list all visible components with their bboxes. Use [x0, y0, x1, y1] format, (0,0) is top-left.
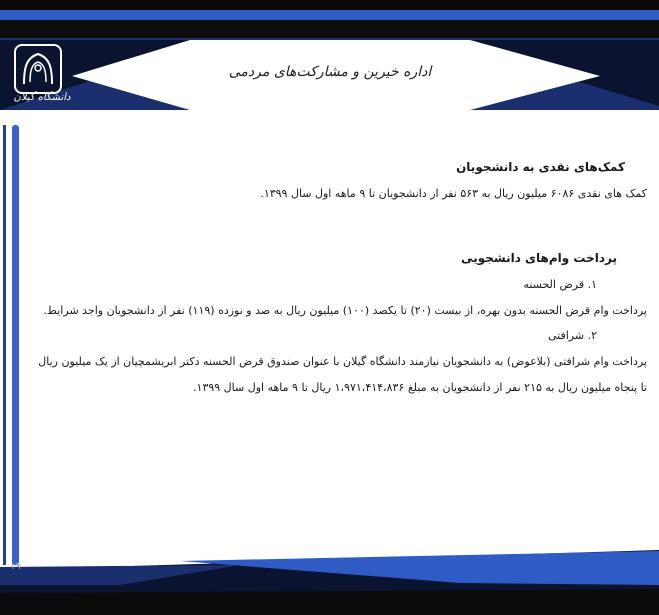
- footer-banner: [0, 545, 659, 615]
- logo-text: دانشگاه گیلان: [13, 92, 71, 103]
- logo-emblem: [14, 44, 62, 94]
- document-body: [27, 150, 647, 395]
- header-banner: [0, 0, 659, 115]
- left-rail-outer: [3, 125, 6, 565]
- footer-background: [0, 545, 659, 615]
- loan-item2-line1: پرداخت وام شرافتی (بلاعوض) به دانشجویان نیازمند دانشگاه گیلان با عنوان صندوق قرض الحسنه دکتر ابریشمچیان از یک میلیون ریال: [38, 355, 647, 368]
- loans-heading: پرداخت وام‌های دانشجویی: [461, 250, 617, 265]
- logo-emblem-graphic: [16, 46, 60, 92]
- loan-item2-line2: تا پنجاه میلیون ریال به ۲۱۵ نفر از دانشجویان به مبلغ ۱،۹۷۱،۴۱۴،۸۳۶ ریال تا ۹ ماهه اول سال ۱۳۹۹.: [193, 380, 647, 394]
- loan-item1-title: ۱. قرض الحسنه: [523, 277, 597, 291]
- banner-title: اداره خیرین و مشارکت‌های مردمی: [228, 64, 432, 80]
- cash-aid-text: کمک های نقدی ۶۰۸۶ میلیون ریال به ۵۶۳ نفر از دانشجویان تا ۹ ماهه اول سال ۱۳۹۹.: [260, 187, 647, 200]
- university-logo: [10, 42, 71, 108]
- page-number: ۱۹: [10, 561, 21, 572]
- cash-aid-heading: کمک‌های نقدی به دانشجویان: [456, 160, 625, 174]
- loan-item1-text: پرداخت وام قرض الحسنه بدون بهره، از بیست (۲۰) تا یکصد (۱۰۰) میلیون ریال به صد و نوزده (۱۱۹) نفر از دانشجویان واجد شرایط.: [43, 303, 647, 317]
- left-rail-inner: [12, 125, 19, 565]
- header-background: [0, 0, 659, 115]
- loan-item2-title: ۲. شرافتی: [547, 329, 597, 343]
